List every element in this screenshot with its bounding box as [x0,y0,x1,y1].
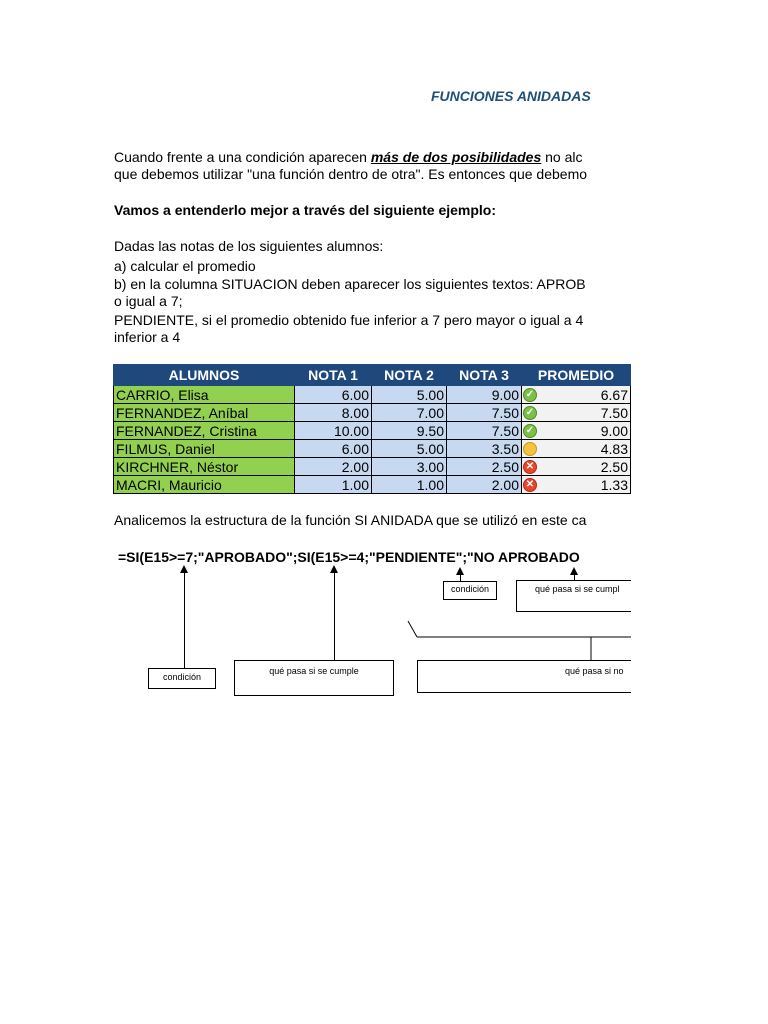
table-header-row [114,365,631,386]
cell-nota-2: 5.00 [372,440,447,458]
cross-icon: ✕ [523,460,537,474]
promedio-value: 6.67 [600,386,628,403]
instruction-line: a) calcular el promedio [114,258,256,274]
header-promedio: PROMEDIO [522,365,631,386]
table-row [114,440,631,458]
cell-nota-1: 6.00 [295,386,372,404]
cell-nota-3: 7.50 [447,422,522,440]
cell-alumno: FERNANDEZ, Aníbal [114,404,295,422]
cell-alumno: CARRIO, Elisa [114,386,295,404]
cell-nota-1: 10.00 [295,422,372,440]
grades-table [113,364,631,494]
cell-nota-1: 6.00 [295,440,372,458]
promedio-value: 2.50 [600,458,628,475]
cell-nota-2: 5.00 [372,386,447,404]
arrow-line [184,571,185,671]
promedio-value: 4.83 [600,440,628,457]
cell-nota-3: 3.50 [447,440,522,458]
warning-icon [523,442,537,456]
intro-text-tail: no alc [541,149,583,165]
label-si-cumple-outer: qué pasa si se cumple [234,660,394,696]
intro-line-1 [114,149,583,166]
arrow-line [460,573,461,581]
table-row [114,422,631,440]
formula-text: =SI(E15>=7;"APROBADO";SI(E15>=4;"PENDIENTE";"NO APROBADO [118,549,580,565]
example-heading: Vamos a entenderlo mejor a través del siguiente ejemplo: [114,202,497,218]
bracket-lines [405,620,631,662]
instruction-line: Dadas las notas de los siguientes alumnos: [114,238,384,254]
table-row [114,476,631,494]
cell-nota-2: 9.50 [372,422,447,440]
cell-promedio [522,458,631,476]
header-nota-3: NOTA 3 [447,365,522,386]
cell-nota-2: 7.00 [372,404,447,422]
table-row [114,458,631,476]
analysis-text: Analicemos la estructura de la función SI ANIDADA que se utilizó en este ca [114,512,587,528]
label-si-no-cumple: qué pasa si no [417,660,631,693]
promedio-value: 1.33 [600,476,628,493]
cell-nota-1: 1.00 [295,476,372,494]
cell-promedio [522,404,631,422]
cell-nota-1: 2.00 [295,458,372,476]
cell-alumno: FILMUS, Daniel [114,440,295,458]
cell-alumno: MACRI, Mauricio [114,476,295,494]
cell-nota-3: 7.50 [447,404,522,422]
cell-nota-1: 8.00 [295,404,372,422]
table-row [114,404,631,422]
instruction-line: b) en la columna SITUACION deben aparecer los siguientes textos: APROB [114,276,586,292]
instruction-line: PENDIENTE, si el promedio obtenido fue inferior a 7 pero mayor o igual a 4 [114,312,584,328]
cell-promedio [522,476,631,494]
cell-nota-2: 1.00 [372,476,447,494]
promedio-value: 9.00 [600,422,628,439]
cell-alumno: FERNANDEZ, Cristina [114,422,295,440]
cell-nota-3: 9.00 [447,386,522,404]
cell-promedio [522,386,631,404]
label-condicion-outer: condición [148,668,216,689]
instruction-line: inferior a 4 [114,329,181,345]
check-icon: ✓ [523,424,537,438]
intro-text: Cuando frente a una condición aparecen [114,149,371,165]
intro-emphasis: más de dos posibilidades [370,149,542,165]
cross-icon: ✕ [523,478,537,492]
arrow-line [334,571,335,660]
header-nota-1: NOTA 1 [295,365,372,386]
label-condicion-inner: condición [443,581,497,600]
cell-nota-2: 3.00 [372,458,447,476]
header-nota-2: NOTA 2 [372,365,447,386]
cell-alumno: KIRCHNER, Néstor [114,458,295,476]
instruction-line: o igual a 7; [114,293,183,309]
cell-nota-3: 2.00 [447,476,522,494]
cell-promedio [522,440,631,458]
page-title: FUNCIONES ANIDADAS [431,88,591,104]
label-si-cumple-inner: qué pasa si se cumpl [516,580,631,612]
cell-promedio [522,422,631,440]
table-row [114,386,631,404]
promedio-value: 7.50 [600,404,628,421]
check-icon: ✓ [523,388,537,402]
cell-nota-3: 2.50 [447,458,522,476]
intro-line-2: que debemos utilizar "una función dentro de otra". Es entonces que debemo [114,166,588,182]
header-alumnos: ALUMNOS [114,365,295,386]
check-icon: ✓ [523,406,537,420]
